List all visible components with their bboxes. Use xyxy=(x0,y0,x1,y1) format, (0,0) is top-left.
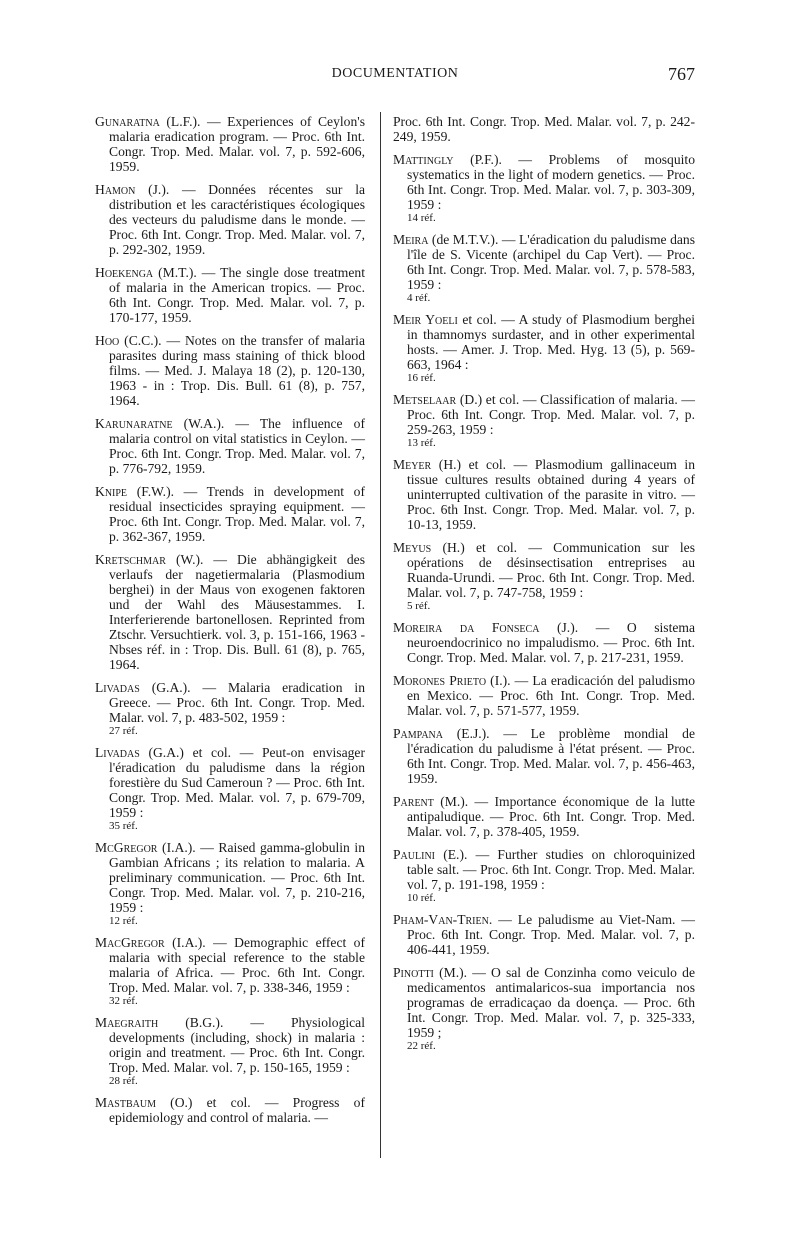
column-divider xyxy=(380,112,381,1158)
entry-author: Karunaratne xyxy=(95,416,173,431)
entry-citation: (G.A.). — Malaria eradication in Greece. — Proc. 6th Int. Congr. Trop. Med. Malar. vol. 7, p. 483-502, 1959 : xyxy=(109,680,365,725)
bibliography-entry xyxy=(393,152,695,224)
entry-author: Maegraith xyxy=(95,1015,159,1030)
bibliography-entry xyxy=(95,114,365,174)
bibliography-entry xyxy=(393,232,695,304)
entry-reference-count: 10 réf. xyxy=(407,892,436,904)
entry-author: Meira xyxy=(393,232,429,247)
bibliography-entry xyxy=(95,745,365,832)
entry-citation: (M.T.). — The single dose treatment of malaria in the American tropics. — Proc. 6th Int. Congr. Trop. Med. Malar. vol. 7, p. 170-177, 1959. xyxy=(109,265,365,325)
entry-citation: (I.A.). — Raised gamma-globulin in Gambian Africans ; its relation to malaria. A preliminary communication. — Proc. 6th Int. Congr. Trop. Med. Malar. vol. 7, p. 210-216, 1959 : xyxy=(109,840,365,915)
bibliography-entry xyxy=(393,847,695,904)
entry-author: Meyus xyxy=(393,540,432,555)
entry-reference-count: 22 réf. xyxy=(407,1040,436,1052)
entry-reference-count: 27 réf. xyxy=(109,725,138,737)
running-title: DOCUMENTATION xyxy=(331,66,459,81)
bibliography-entry xyxy=(393,540,695,612)
entry-author: Metselaar xyxy=(393,392,457,407)
entry-citation: (O.) et col. — Progress of epidemiology and control of malaria. — xyxy=(109,1095,365,1125)
entry-citation: Proc. 6th Int. Congr. Trop. Med. Malar. vol. 7, p. 242-249, 1959. xyxy=(393,114,695,144)
entry-citation: (de M.T.V.). — L'éradication du paludisme dans l'île de S. Vicente (archipel du Cap Vert). — Proc. 6th Int. Congr. Trop. Med. Malar. vol. 7, p. 578-583, 1959 : xyxy=(407,232,695,292)
bibliography-entry xyxy=(95,1015,365,1087)
entry-reference-count: 5 réf. xyxy=(407,600,431,612)
entry-reference-count: 32 réf. xyxy=(109,995,138,1007)
bibliography-entry xyxy=(95,935,365,1007)
bibliography-entry xyxy=(95,680,365,737)
page-header xyxy=(95,64,695,88)
bibliography-entry xyxy=(95,484,365,544)
entry-author: Moreira da Fonseca xyxy=(393,620,540,635)
entry-author: Meir Yoeli xyxy=(393,312,458,327)
entry-author: MacGregor xyxy=(95,935,165,950)
entry-author: Morones Prieto xyxy=(393,673,487,688)
bibliography-entry xyxy=(393,912,695,957)
entry-reference-count: 12 réf. xyxy=(109,915,138,927)
entry-author: Knipe xyxy=(95,484,128,499)
bibliography-entry xyxy=(393,392,695,449)
bibliography-entry xyxy=(393,726,695,786)
entry-author: Pham-Van-Trien xyxy=(393,912,489,927)
entry-citation: (B.G.). — Physiological developments (including, shock) in malaria : origin and treatment. — Proc. 6th Int. Congr. Trop. Med. Malar. vol. 7, p. 150-165, 1959 : xyxy=(109,1015,365,1075)
bibliography-entry xyxy=(393,457,695,532)
entry-author: Livadas xyxy=(95,680,140,695)
bibliography-entry xyxy=(95,840,365,927)
entry-citation: (M.). — O sal de Conzinha como veiculo de medicamentos antimalaricos-sua importancia nos programas de erradicaçao da doença. — Proc. 6th Int. Congr. Trop. Med. Malar. vol. 7, p. 325-333, 1959 ; xyxy=(407,965,695,1040)
entry-citation: (H.) et col. — Plasmodium gallinaceum in tissue cultures results obtained during 4 years of uninterrupted cultivation of the parasite in vitro. — Proc. 6th Inst. Congr. Trop. Med. Malar. vol. 7, p. 10-13, 1959. xyxy=(407,457,695,532)
entry-author: Hamon xyxy=(95,182,136,197)
bibliography-entry xyxy=(95,416,365,476)
entry-citation: (M.). — Importance économique de la lutte antipaludique. — Proc. 6th Int. Congr. Trop. Med. Malar. vol. 7, p. 378-405, 1959. xyxy=(407,794,695,839)
entry-author: Pinotti xyxy=(393,965,434,980)
bibliography-entry xyxy=(95,265,365,325)
entry-author: Hoekenga xyxy=(95,265,154,280)
entry-author: Mattingly xyxy=(393,152,454,167)
entry-author: Kretschmar xyxy=(95,552,166,567)
entry-citation: (H.) et col. — Communication sur les opérations de désinsectisation entreprises au Ruanda-Urundi. — Proc. 6th Int. Congr. Trop. Med. Malar. vol. 7, p. 747-758, 1959 : xyxy=(407,540,695,600)
entry-citation: et col. — A study of Plasmodium berghei in thamnomys surdaster, and in other experimental hosts. — Amer. J. Trop. Med. Hyg. 13 (5), p. 569-663, 1964 : xyxy=(407,312,695,372)
entry-citation: . — Le paludisme au Viet-Nam. — Proc. 6th Int. Congr. Trop. Med. Malar. vol. 7, p. 406-441, 1959. xyxy=(407,912,695,957)
entry-reference-count: 28 réf. xyxy=(109,1075,138,1087)
entry-citation: (J.). — O sistema neuroendocrinico no impaludismo. — Proc. 6th Int. Congr. Trop. Med. Malar. vol. 7, p. 217-231, 1959. xyxy=(407,620,695,665)
entry-citation: (D.) et col. — Classification of malaria. — Proc. 6th Int. Congr. Trop. Med. Malar. vol. 7, p. 259-263, 1959 : xyxy=(407,392,695,437)
entry-citation: (I.A.). — Demographic effect of malaria with special reference to the stable malaria of Africa. — Proc. 6th Int. Congr. Trop. Med. Malar. vol. 7, p. 338-346, 1959 : xyxy=(109,935,365,995)
right-column xyxy=(393,114,695,1060)
entry-citation: (P.F.). — Problems of mosquito systematics in the light of modern genetics. — Proc. 6th Int. Congr. Trop. Med. Malar. vol. 7, p. 303-309, 1959 : xyxy=(407,152,695,212)
bibliography-entry xyxy=(393,312,695,384)
entry-author: Paulini xyxy=(393,847,435,862)
entry-citation: (W.). — Die abhängigkeit des verlaufs der nagetiermalaria (Plasmodium berghei) in der Maus von exogenen faktoren und der Wahl des Mäusestammes. I. Interferierende bartonellosen. Reprinted from Ztschr. Versuchtierk. vol. 3, p. 151-166, 1963 - Nbses réf. in : Trop. Dis. Bull. 61 (8), p. 765, 1964. xyxy=(109,552,365,672)
entry-citation: (L.F.). — Experiences of Ceylon's malaria eradication program. — Proc. 6th Int. Congr. Trop. Med. Malar. vol. 7, p. 592-606, 1959. xyxy=(109,114,365,174)
entry-reference-count: 16 réf. xyxy=(407,372,436,384)
bibliography-entry xyxy=(95,333,365,408)
bibliography-entry xyxy=(393,620,695,665)
entry-reference-count: 14 réf. xyxy=(407,212,436,224)
entry-author: Hoo xyxy=(95,333,120,348)
bibliography-entry xyxy=(95,1095,365,1125)
entry-author: Mastbaum xyxy=(95,1095,156,1110)
left-column xyxy=(95,114,365,1133)
entry-reference-count: 13 réf. xyxy=(407,437,436,449)
bibliography-entry xyxy=(393,965,695,1052)
entry-author: Gunaratna xyxy=(95,114,160,129)
entry-citation: (J.). — Données récentes sur la distribution et les caractéristiques écologiques des vecteurs du paludisme dans le monde. — Proc. 6th Int. Congr. Trop. Med. Malar. vol. 7, p. 292-302, 1959. xyxy=(109,182,365,257)
bibliography-entry xyxy=(393,794,695,839)
entry-citation: (W.A.). — The influence of malaria control on vital statistics in Ceylon. — Proc. 6th Int. Congr. Trop. Med. Malar. vol. 7, p. 776-792, 1959. xyxy=(109,416,365,476)
bibliography-entry xyxy=(95,182,365,257)
entry-citation: (G.A.) et col. — Peut-on envisager l'éradication du paludisme dans la région forestière du Sud Cameroun ? — Proc. 6th Int. Congr. Trop. Med. Malar. vol. 7, p. 679-709, 1959 : xyxy=(109,745,365,820)
entry-citation: (E.J.). — Le problème mondial de l'éradication du paludisme à l'état présent. — Proc. 6th Int. Congr. Trop. Med. Malar. vol. 7, p. 456-463, 1959. xyxy=(407,726,695,786)
bibliography-entry xyxy=(393,673,695,718)
entry-author: Livadas xyxy=(95,745,140,760)
entry-author: Meyer xyxy=(393,457,432,472)
entry-author: Parent xyxy=(393,794,434,809)
entry-reference-count: 4 réf. xyxy=(407,292,431,304)
entry-citation: (E.). — Further studies on chloroquinized table salt. — Proc. 6th Int. Congr. Trop. Med. Malar. vol. 7, p. 191-198, 1959 : xyxy=(407,847,695,892)
entry-author: McGregor xyxy=(95,840,158,855)
entry-citation: (F.W.). — Trends in development of residual insecticides spraying equipment. — Proc. 6th Int. Congr. Trop. Med. Malar. vol. 7, p. 362-367, 1959. xyxy=(109,484,365,544)
bibliography-entry xyxy=(95,552,365,672)
entry-citation: (I.). — La eradicación del paludismo en Mexico. — Proc. 6th Int. Congr. Trop. Med. Malar. vol. 7, p. 571-577, 1959. xyxy=(407,673,695,718)
bibliography-entry xyxy=(393,114,695,144)
entry-author: Pampana xyxy=(393,726,443,741)
entry-reference-count: 35 réf. xyxy=(109,820,138,832)
entry-citation: (C.C.). — Notes on the transfer of malaria parasites during mass staining of thick blood films. — Med. J. Malaya 18 (2), p. 120-130, 1963 - in : Trop. Dis. Bull. 61 (8), p. 757, 1964. xyxy=(109,333,365,408)
page-number: 767 xyxy=(668,64,695,84)
